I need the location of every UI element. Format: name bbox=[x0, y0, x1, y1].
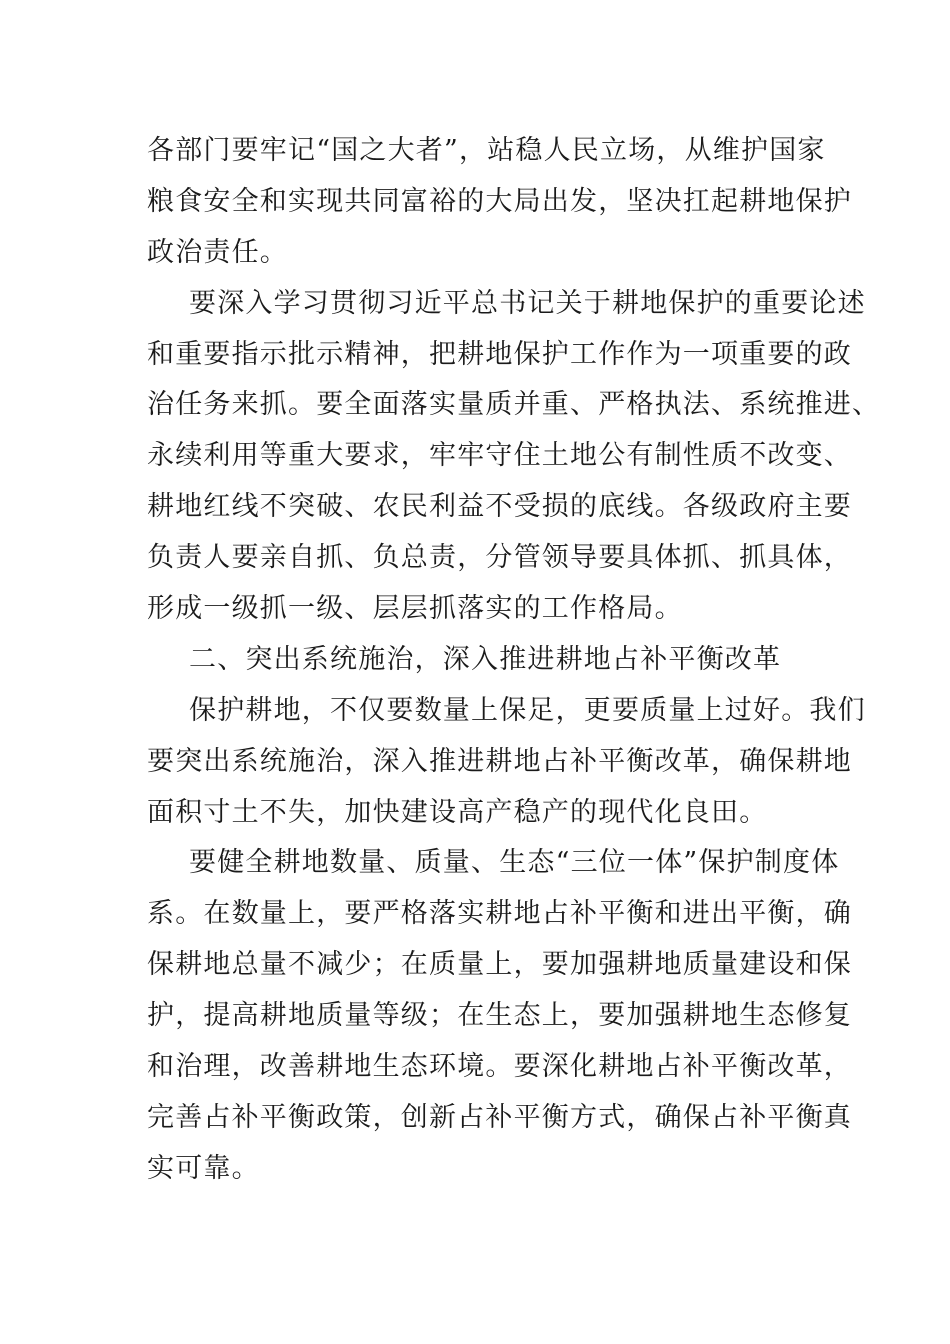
paragraph-line: 和治理，改善耕地生态环境。要深化耕地占补平衡改革， bbox=[147, 1051, 852, 1083]
paragraph-line: 粮食安全和实现共同富裕的大局出发，坚决扛起耕地保护 bbox=[147, 185, 852, 217]
paragraph-line: 保耕地总量不减少；在质量上，要加强耕地质量建设和保 bbox=[147, 949, 852, 981]
paragraph-line: 永续利用等重大要求，牢牢守住土地公有制性质不改变、 bbox=[147, 440, 852, 472]
paragraph-line: 要健全耕地数量、质量、生态“三位一体”保护制度体 bbox=[189, 847, 840, 879]
paragraph-line: 护，提高耕地质量等级；在生态上，要加强耕地生态修复 bbox=[147, 1000, 852, 1032]
document-body bbox=[147, 126, 881, 1195]
paragraph-line: 完善占补平衡政策，创新占补平衡方式，确保占补平衡真 bbox=[147, 1101, 852, 1133]
paragraph-line: 面积寸土不失，加快建设高产稳产的现代化良田。 bbox=[147, 796, 768, 828]
paragraph-line: 各部门要牢记“国之大者”，站稳人民立场，从维护国家 bbox=[147, 135, 826, 166]
paragraph-line: 要突出系统施治，深入推进耕地占补平衡改革，确保耕地 bbox=[147, 745, 852, 777]
paragraph-line: 治任务来抓。要全面落实量质并重、严格执法、系统推进、 bbox=[147, 389, 881, 421]
section-heading: 二、突出系统施治，深入推进耕地占补平衡改革 bbox=[189, 643, 782, 675]
paragraph-line: 系。在数量上，要严格落实耕地占补平衡和进出平衡，确 bbox=[147, 898, 852, 930]
paragraph-line: 实可靠。 bbox=[147, 1152, 260, 1184]
paragraph-line: 要深入学习贯彻习近平总书记关于耕地保护的重要论述 bbox=[189, 287, 866, 319]
paragraph-line: 耕地红线不突破、农民利益不受损的底线。各级政府主要 bbox=[147, 491, 852, 523]
paragraph-line: 形成一级抓一级、层层抓落实的工作格局。 bbox=[147, 593, 683, 625]
paragraph-line: 负责人要亲自抓、负总责，分管领导要具体抓、抓具体， bbox=[147, 542, 852, 574]
paragraph-line: 保护耕地，不仅要数量上保足，更要质量上过好。我们 bbox=[189, 694, 866, 726]
paragraph-line: 政治责任。 bbox=[147, 236, 288, 268]
paragraph-line: 和重要指示批示精神，把耕地保护工作作为一项重要的政 bbox=[147, 338, 852, 370]
